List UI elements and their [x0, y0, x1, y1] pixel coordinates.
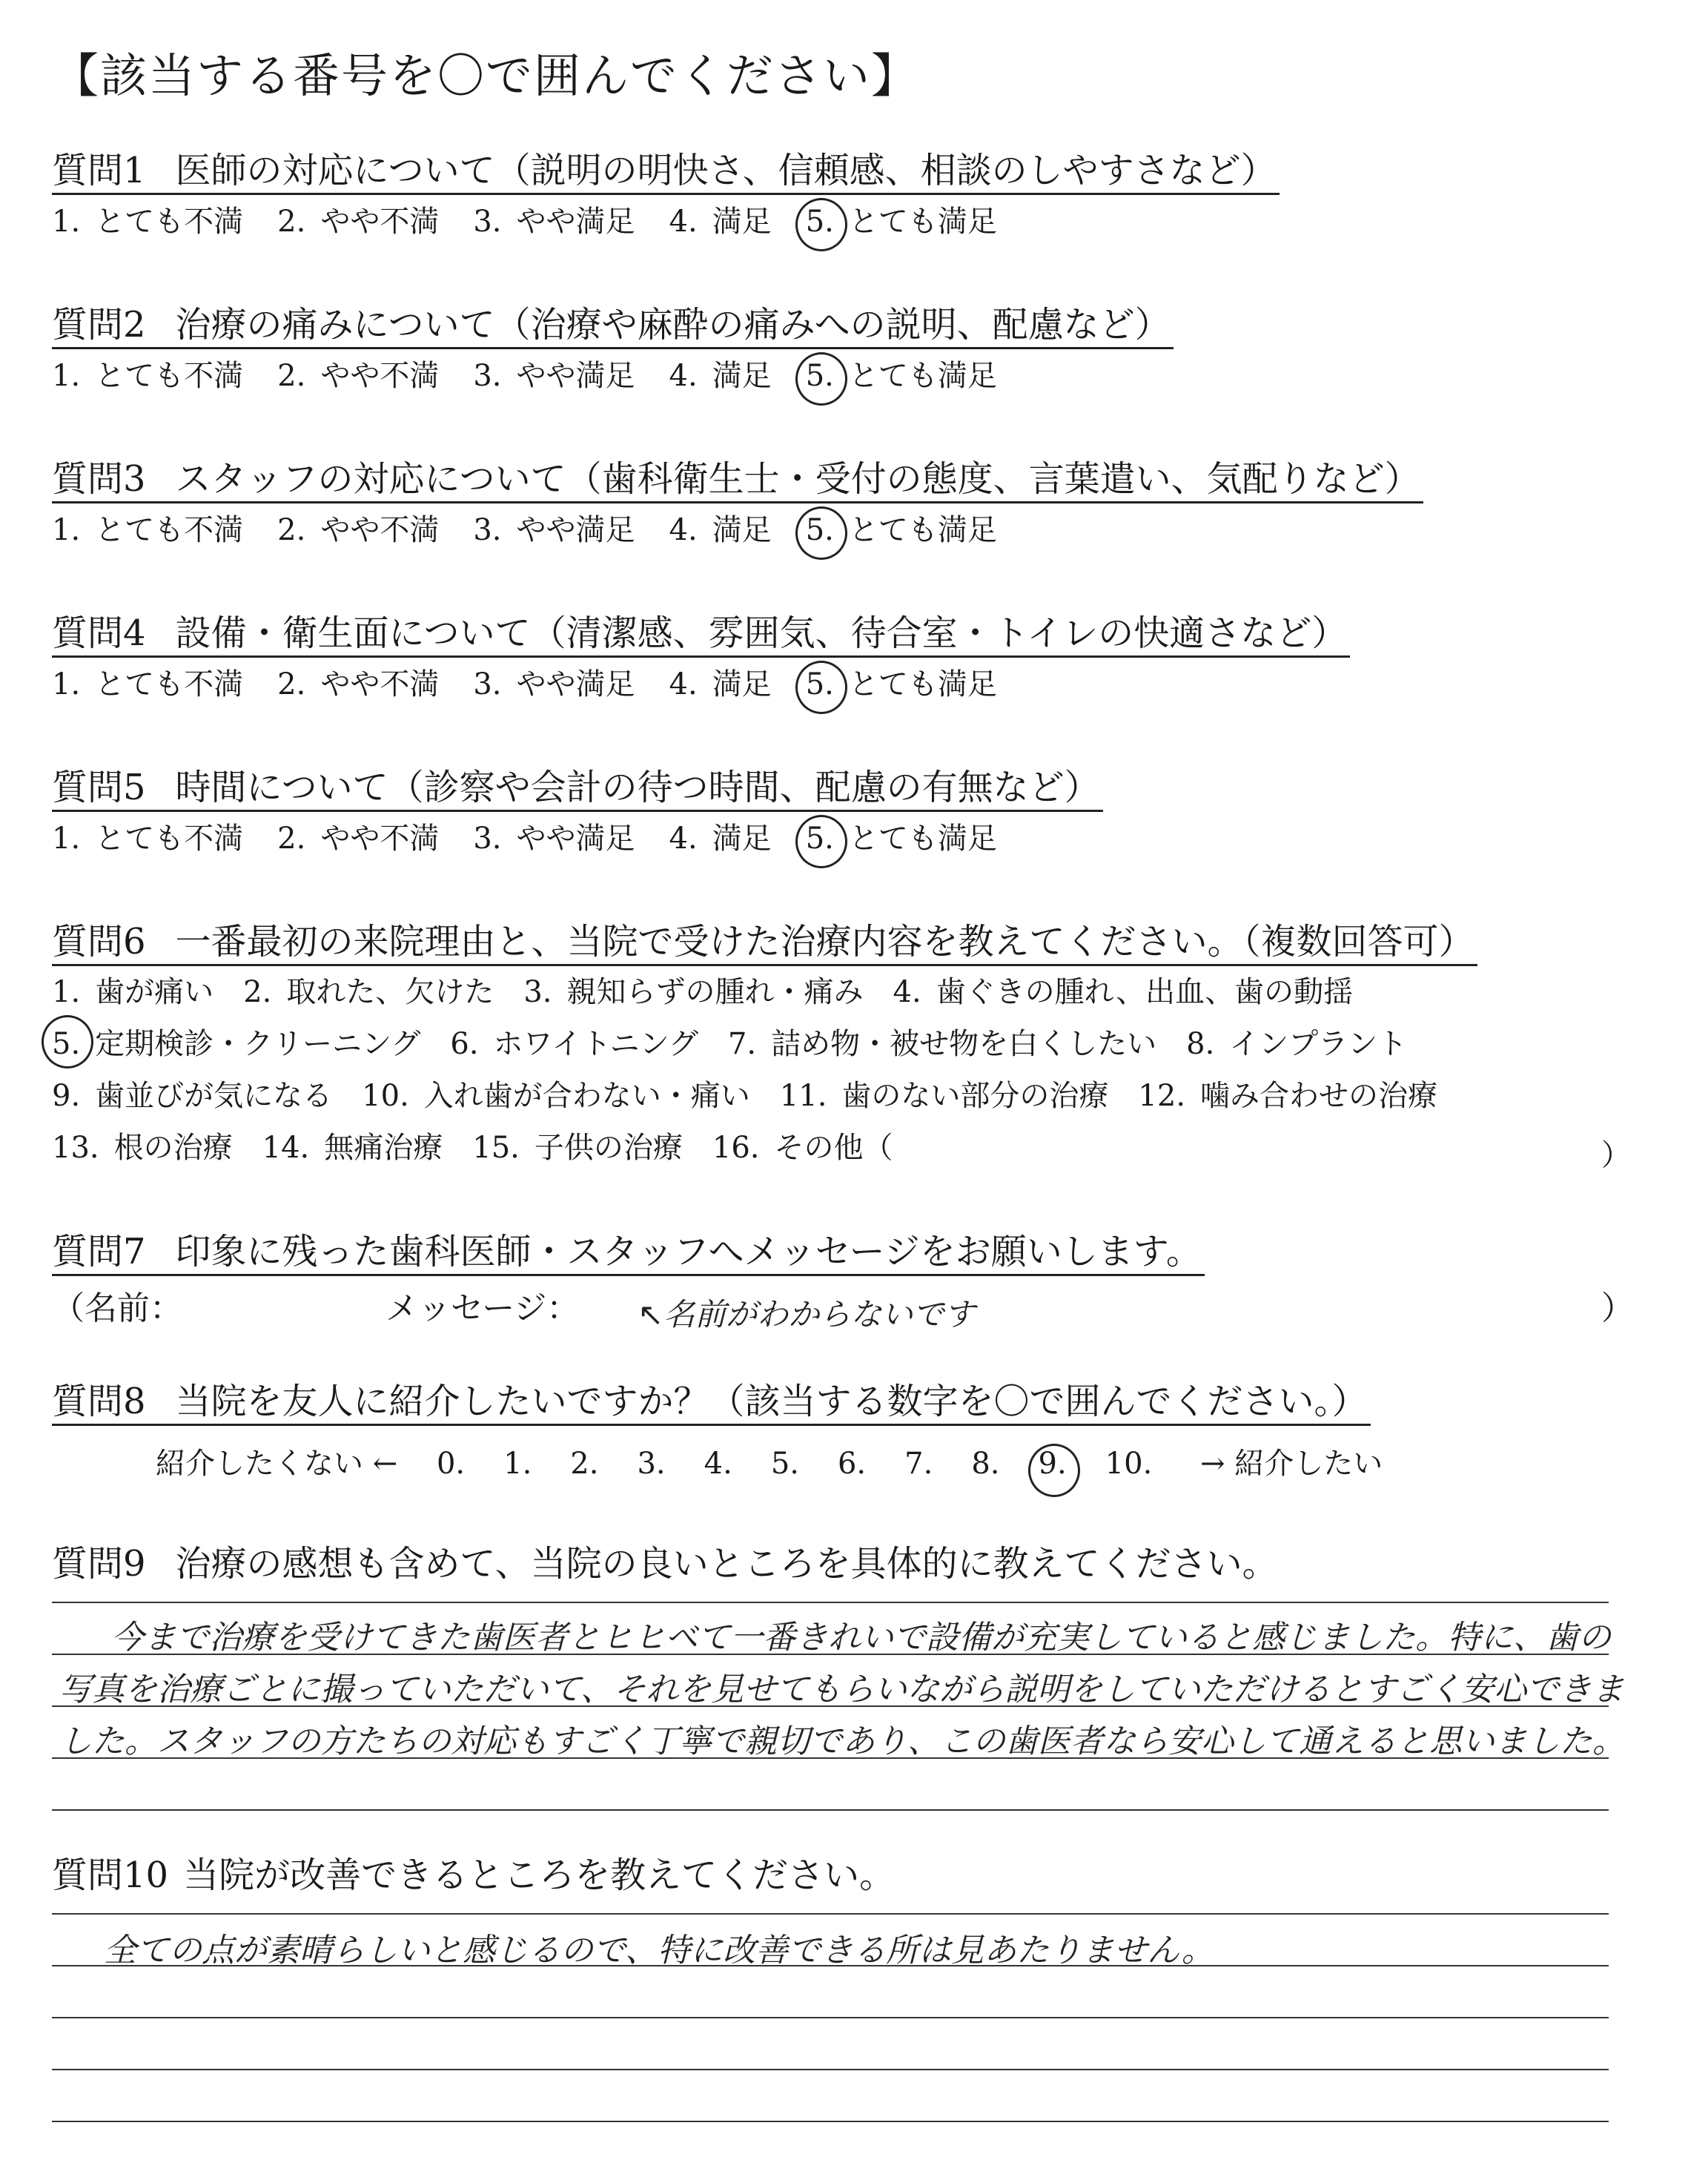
option-label: ホワイトニング — [493, 1027, 698, 1061]
question-text: 時間について（診察や会計の待つ時間、配慮の有無など） — [175, 767, 1100, 808]
option-number: 5. — [806, 818, 834, 859]
option[interactable] — [52, 355, 243, 397]
question-title — [52, 919, 1477, 966]
question-number: 質問1 — [52, 150, 146, 191]
option-number: 3. — [473, 513, 502, 547]
option-number: 1. — [52, 822, 81, 856]
scale-number: 1. — [503, 1447, 532, 1481]
option-selected[interactable] — [806, 818, 997, 859]
q6-options — [52, 966, 1477, 1174]
option-number: 1. — [52, 205, 81, 239]
option-number: 13. — [52, 1131, 99, 1165]
option-label: やや満足 — [516, 822, 635, 856]
q6-option-row — [52, 966, 1477, 1018]
scale-number: 2. — [570, 1447, 599, 1481]
question-text: 医師の対応について（説明の明快さ、信頼感、相談のしやすさなど） — [175, 150, 1277, 191]
scale-value[interactable] — [904, 1447, 933, 1481]
option-number: 3. — [473, 667, 502, 701]
option-label: やや不満 — [320, 822, 440, 856]
option[interactable] — [669, 664, 772, 705]
question-title — [52, 611, 1350, 658]
scale-value[interactable] — [771, 1447, 799, 1481]
option-label: 入れ歯が合わない・痛い — [423, 1079, 750, 1113]
scale-number: 3. — [637, 1447, 666, 1481]
option-label: やや満足 — [516, 359, 635, 393]
writing-line — [52, 1602, 1609, 1603]
option[interactable] — [52, 818, 243, 859]
question-title — [52, 1229, 1205, 1276]
option-label: 歯が痛い — [95, 975, 214, 1009]
option-number: 3. — [473, 205, 502, 239]
question-text: スタッフの対応について（歯科衛生士・受付の態度、言葉遣い、気配りなど） — [175, 458, 1420, 500]
scale-number: 8. — [971, 1447, 1000, 1481]
question-title — [52, 303, 1174, 349]
option-label: やや満足 — [516, 513, 635, 547]
rating-options — [52, 201, 1280, 242]
option-number: 2. — [277, 513, 306, 547]
option-number: 1. — [52, 513, 81, 547]
option-number: 2. — [243, 975, 272, 1009]
option[interactable] — [669, 818, 772, 859]
option[interactable] — [243, 966, 494, 1018]
option[interactable] — [473, 509, 635, 551]
option-number: 5. — [806, 509, 834, 551]
option-number: 4. — [893, 975, 921, 1009]
question-10-title — [52, 1846, 895, 1898]
option[interactable] — [52, 664, 243, 705]
option-label: 子供の治療 — [534, 1131, 683, 1165]
option-number: 14. — [262, 1131, 310, 1165]
option-number: 5. — [806, 201, 834, 242]
option-number: 3. — [473, 822, 502, 856]
question-6 — [52, 919, 1477, 1174]
question-text: 治療の痛みについて（治療や麻酔の痛みへの説明、配慮など） — [175, 304, 1171, 346]
q8-left-label: 紹介したくない ← — [156, 1447, 398, 1481]
option-label: とても満足 — [848, 822, 997, 856]
option[interactable] — [277, 818, 439, 859]
option-number: 4. — [669, 667, 698, 701]
option-label: とても満足 — [848, 513, 997, 547]
option-label: 定期検診・クリーニング — [95, 1027, 421, 1061]
option-label: 歯のない部分の治療 — [841, 1079, 1109, 1113]
rating-options — [52, 818, 1103, 859]
writing-line — [52, 1913, 1609, 1915]
option-number: 15. — [472, 1131, 520, 1165]
q8-scale — [437, 1447, 1191, 1481]
question-title — [52, 765, 1103, 812]
question-number: 質問3 — [52, 458, 146, 500]
question-number: 質問4 — [52, 612, 146, 654]
option[interactable] — [893, 966, 1354, 1018]
question-number: 質問8 — [52, 1381, 146, 1422]
scale-number: 10. — [1105, 1447, 1153, 1481]
q6-close-paren: ） — [1601, 1138, 1631, 1172]
option-number: 4. — [669, 822, 698, 856]
option-label: 根の治療 — [113, 1131, 233, 1165]
option-number: 11. — [779, 1079, 827, 1113]
question-text: 当院が改善できるところを教えてください。 — [183, 1855, 896, 1896]
scale-value[interactable] — [503, 1447, 532, 1481]
option[interactable] — [473, 355, 635, 397]
question-number: 質問7 — [52, 1231, 146, 1272]
option-selected[interactable] — [806, 509, 997, 551]
scale-number: 0. — [436, 1447, 466, 1481]
question-text: 設備・衛生面について（清潔感、雰囲気、待合室・トイレの快適さなど） — [175, 612, 1348, 654]
option-number: 9. — [52, 1079, 81, 1113]
option[interactable] — [472, 1122, 683, 1174]
option-number: 4. — [669, 359, 698, 393]
option-label: 歯並びが気になる — [95, 1079, 333, 1113]
option[interactable] — [52, 201, 243, 242]
option[interactable] — [362, 1070, 750, 1122]
option[interactable] — [262, 1122, 443, 1174]
option-number: 1. — [52, 667, 81, 701]
option-number: 4. — [669, 513, 698, 547]
question-number: 質問10 — [52, 1855, 169, 1896]
writing-line — [52, 2121, 1609, 2122]
option-label: 満足 — [712, 359, 772, 393]
question-title — [52, 148, 1280, 195]
option[interactable] — [473, 818, 635, 859]
question-9-title — [52, 1535, 1278, 1586]
option[interactable] — [1186, 1018, 1407, 1070]
scale-number: 5. — [770, 1447, 799, 1481]
option-label: とても満足 — [848, 205, 997, 239]
scale-value[interactable] — [570, 1447, 598, 1481]
option-number: 1. — [52, 359, 81, 393]
option-number: 12. — [1138, 1079, 1186, 1113]
q8-right-label: → 紹介したい — [1200, 1447, 1383, 1481]
scale-value[interactable] — [704, 1447, 732, 1481]
option[interactable] — [52, 1122, 233, 1174]
option-number: 8. — [1186, 1027, 1215, 1061]
option-label: 歯ぐきの腫れ、出血、歯の動揺 — [936, 975, 1354, 1009]
scale-number: 6. — [837, 1447, 867, 1481]
scale-value[interactable] — [971, 1447, 999, 1481]
option[interactable] — [1138, 1070, 1437, 1122]
question-4 — [52, 611, 1350, 705]
option[interactable] — [277, 355, 439, 397]
option-label: やや不満 — [320, 667, 440, 701]
option-label: やや不満 — [320, 513, 440, 547]
scale-number: 7. — [904, 1447, 933, 1481]
option-label: その他（ — [774, 1131, 893, 1165]
option[interactable] — [712, 1122, 893, 1174]
option-label: とても満足 — [848, 359, 997, 393]
option-label: インプラント — [1229, 1027, 1408, 1061]
option-label: 詰め物・被せ物を白くしたい — [771, 1027, 1157, 1061]
option-selected[interactable] — [806, 664, 997, 705]
scale-value[interactable] — [1105, 1447, 1153, 1481]
scale-value[interactable] — [637, 1447, 665, 1481]
question-text: 一番最初の来院理由と、当院で受けた治療内容を教えてください。（複数回答可） — [175, 921, 1474, 962]
option-number: 10. — [362, 1079, 409, 1113]
q9-answer-line: 今まで治療を受けてきた歯医者とヒヒベて一番きれいで設備が充実していると感じました。特に、歯の — [111, 1619, 1612, 1657]
q9-answer-line: した。スタッフの方たちの対応もすごく丁寧で親切であり、この歯医者なら安心して通えると思いました。 — [59, 1723, 1625, 1760]
option-label: とても満足 — [848, 667, 997, 701]
option-label: 満足 — [712, 822, 772, 856]
option-number: 5. — [806, 355, 834, 397]
option[interactable] — [277, 201, 439, 242]
option[interactable] — [780, 1070, 1109, 1122]
option-label: 取れた、欠けた — [286, 975, 494, 1009]
question-text: 印象に残った歯科医師・スタッフへメッセージをお願いします。 — [175, 1231, 1202, 1272]
option-label: 親知らずの腫れ・痛み — [566, 975, 864, 1009]
question-text: 当院を友人に紹介したいですか？（該当する数字を〇で囲んでください。） — [175, 1381, 1368, 1422]
option[interactable] — [277, 509, 439, 551]
option-selected[interactable] — [806, 355, 997, 397]
option-label: やや不満 — [320, 359, 440, 393]
question-number: 質問9 — [52, 1543, 146, 1585]
q10-answer-line: 全ての点が素晴らしいと感じるので、特に改善できる所は見あたりません。 — [104, 1932, 1214, 1969]
question-number: 質問5 — [52, 767, 146, 808]
scale-number: 9. — [1038, 1447, 1067, 1481]
question-number: 質問2 — [52, 304, 146, 346]
option[interactable] — [669, 201, 772, 242]
option[interactable] — [473, 201, 635, 242]
question-2 — [52, 303, 1174, 397]
option[interactable] — [473, 664, 635, 705]
question-5 — [52, 765, 1103, 859]
option-number: 16. — [712, 1131, 760, 1165]
writing-line — [52, 2017, 1609, 2018]
option-label: やや満足 — [516, 667, 635, 701]
option[interactable] — [52, 1070, 332, 1122]
scale-value-selected[interactable] — [1039, 1447, 1067, 1481]
option-number: 2. — [277, 205, 306, 239]
option-label: とても不満 — [95, 359, 244, 393]
scale-number: 4. — [704, 1447, 732, 1481]
option-label: やや満足 — [516, 205, 635, 239]
q9-answer-line: 写真を治療ごとに撮っていただいて、それを見せてもらいながら説明をしていただけるとすごく安心できま — [59, 1671, 1625, 1708]
q6-option-row — [52, 1070, 1477, 1122]
writing-line — [52, 1809, 1609, 1811]
q7-message-label: メッセージ： — [385, 1289, 580, 1327]
question-7 — [52, 1229, 1205, 1276]
question-8 — [52, 1379, 1371, 1426]
option[interactable] — [277, 664, 439, 705]
option-label: 無痛治療 — [324, 1131, 443, 1165]
option[interactable] — [52, 966, 214, 1018]
option-number: 2. — [277, 822, 306, 856]
option-selected[interactable] — [806, 201, 997, 242]
option-number: 2. — [277, 359, 306, 393]
option-label: 噛み合わせの治療 — [1200, 1079, 1438, 1113]
rating-options — [52, 509, 1423, 551]
option-label: やや不満 — [320, 205, 440, 239]
option[interactable] — [728, 1018, 1156, 1070]
option-label: 満足 — [712, 205, 772, 239]
option-label: とても不満 — [95, 822, 244, 856]
scale-value[interactable] — [437, 1447, 465, 1481]
option[interactable] — [669, 509, 772, 551]
option-label: 満足 — [712, 667, 772, 701]
q7-close-paren: ） — [1601, 1289, 1634, 1327]
option[interactable] — [52, 509, 243, 551]
question-number: 質問6 — [52, 921, 146, 962]
option-label: とても不満 — [95, 205, 244, 239]
question-text: 治療の感想も含めて、当院の良いところを具体的に教えてください。 — [175, 1543, 1278, 1585]
option-label: とても不満 — [95, 513, 244, 547]
option-number: 3. — [473, 359, 502, 393]
question-3 — [52, 457, 1423, 551]
option-number: 6. — [450, 1027, 479, 1061]
option-selected[interactable] — [52, 1018, 420, 1070]
rating-options — [52, 664, 1350, 705]
option-number: 5. — [52, 1018, 80, 1070]
writing-line — [52, 2069, 1609, 2070]
q7-handwritten-message: ↖名前がわからないです — [638, 1296, 976, 1332]
option-number: 1. — [52, 975, 81, 1009]
option-number: 4. — [669, 205, 698, 239]
rating-options — [52, 355, 1174, 397]
question-title — [52, 1379, 1371, 1426]
option[interactable] — [523, 966, 863, 1018]
q7-name-label: （名前： — [52, 1289, 182, 1327]
option-number: 2. — [277, 667, 306, 701]
option-label: 満足 — [712, 513, 772, 547]
option-number: 7. — [727, 1027, 757, 1061]
form-title: 【該当する番号を〇で囲んでください】 — [52, 49, 919, 103]
q6-option-row — [52, 1122, 1477, 1174]
question-title — [52, 457, 1423, 503]
option-number: 3. — [523, 975, 552, 1009]
q8-scale-row — [156, 1440, 1383, 1482]
option[interactable] — [669, 355, 772, 397]
question-1 — [52, 148, 1280, 242]
q6-option-row — [52, 1018, 1477, 1070]
option[interactable] — [450, 1018, 698, 1070]
option-number: 5. — [806, 664, 834, 705]
option-label: とても不満 — [95, 667, 244, 701]
scale-value[interactable] — [838, 1447, 866, 1481]
